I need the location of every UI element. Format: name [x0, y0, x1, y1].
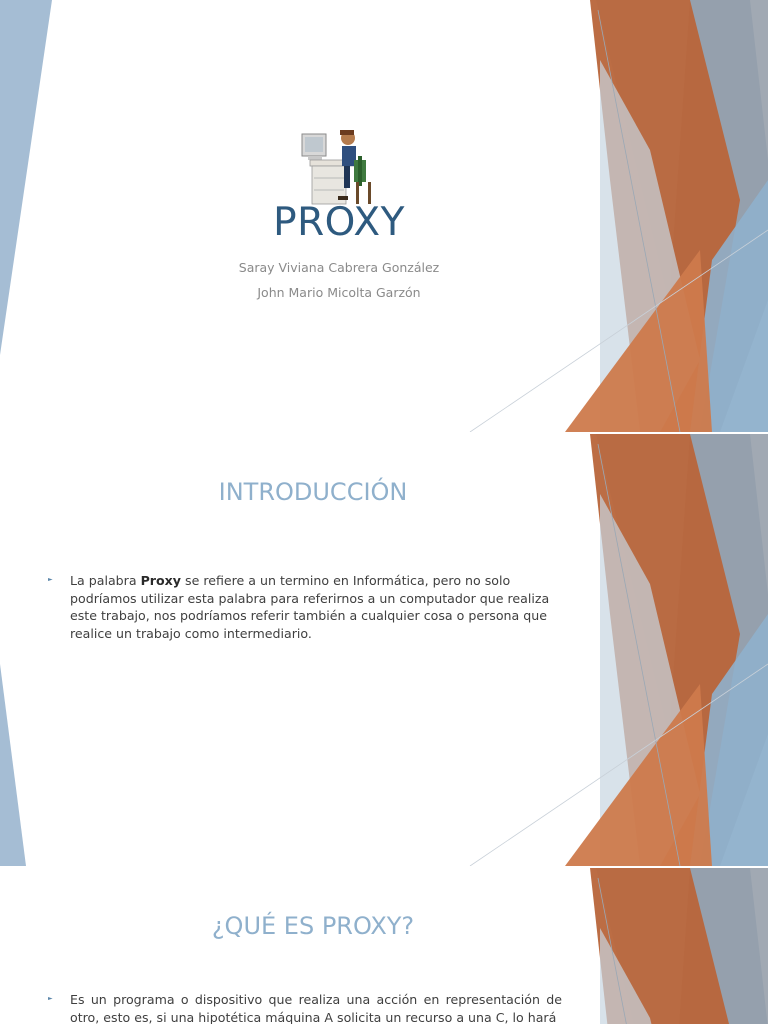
author-name-1: Saray Viviana Cabrera González — [238, 260, 440, 275]
intro-paragraph: La palabra Proxy se refiere a un termino en Informática, pero no solo podríamos utilizar esta palabra para referirnos a un computador que realiza este trabajo, nos podríamos referir también a cualquier cosa o persona que realice un trabajo como intermediario. — [70, 573, 550, 642]
person-at-computer-image — [298, 126, 378, 208]
bullet-arrow-icon: ► — [48, 995, 53, 1002]
definition-paragraph: Es un programa o dispositivo que realiza una acción en representación de otro, esto es, si una hipotética máquina A solicita un recurso a una C, lo hará — [70, 992, 562, 1024]
presentation-title: PROXY — [273, 200, 405, 245]
slide-heading: ¿QUÉ ES PROXY? — [211, 912, 415, 940]
proxy-bold-term: Proxy — [140, 573, 181, 588]
introduction-slide — [0, 434, 768, 866]
bullet-arrow-icon: ► — [48, 576, 53, 583]
slide-heading: INTRODUCCIÓN — [218, 478, 408, 506]
author-name-2: John Mario Micolta Garzón — [257, 285, 421, 300]
title-slide — [0, 0, 768, 432]
what-is-proxy-slide — [0, 868, 768, 1024]
